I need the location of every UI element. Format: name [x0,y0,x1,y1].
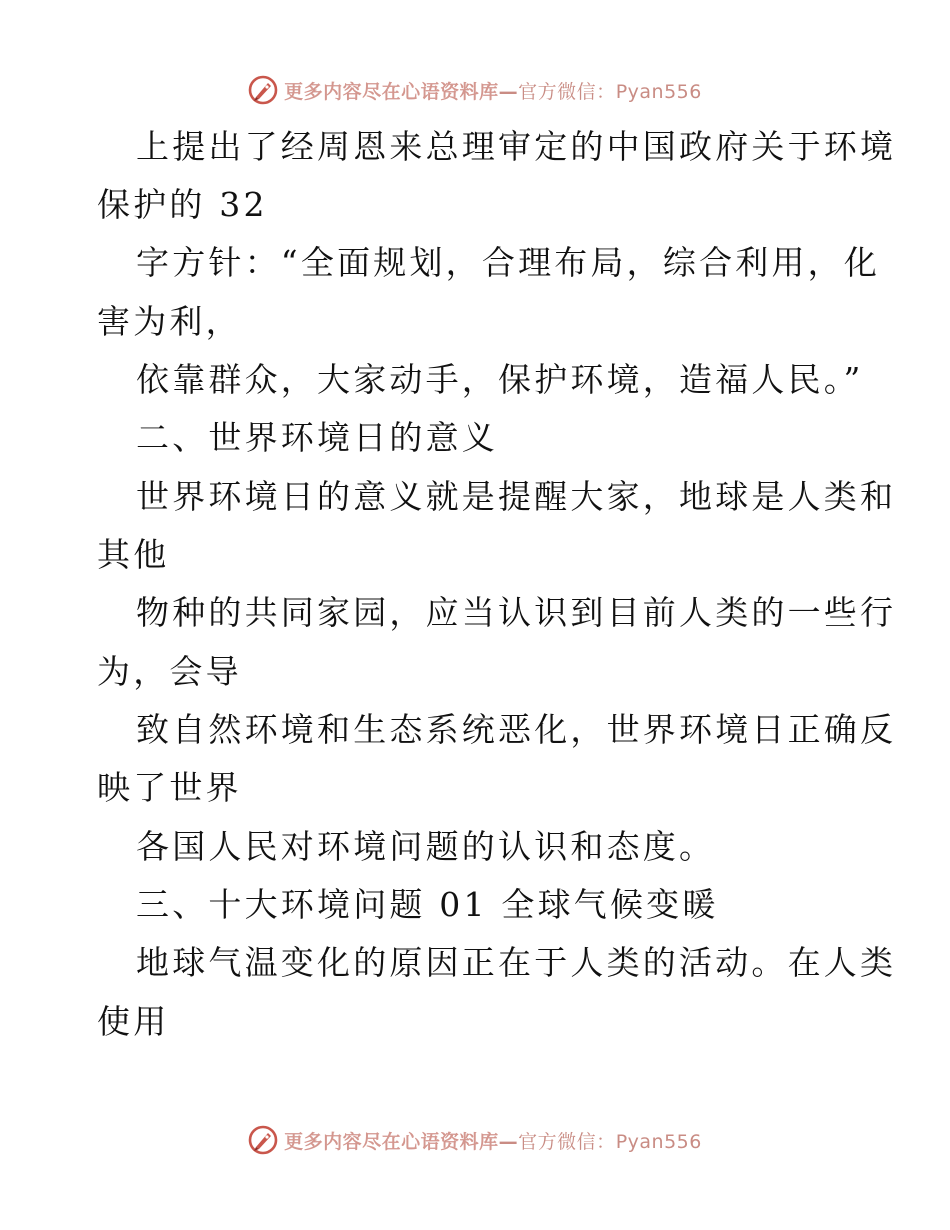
paragraph-line: 致自然环境和生态系统恶化，世界环境日正确反 [136,710,897,749]
paragraph-line: 为，会导 [97,652,242,691]
watermark-text: 更多内容尽在心语资料库—官方微信：Pyan556 [284,80,702,103]
paragraph-line: 害为利， [97,302,242,341]
paragraph-line: 各国人民对环境问题的认识和态度。 [136,827,716,866]
paragraph-line: 物种的共同家园，应当认识到目前人类的一些行 [136,593,897,632]
paragraph-line: 映了世界 [97,768,242,807]
watermark-text: 更多内容尽在心语资料库—官方微信：Pyan556 [284,1130,702,1153]
paragraph-line: 字方针：“全面规划，合理布局，综合利用，化 [136,243,881,282]
section-heading: 三、十大环境问题 01 全球气候变暖 [136,885,719,924]
section-heading: 二、世界环境日的意义 [136,418,498,457]
paragraph-line: 使用 [97,1002,170,1041]
paragraph-line: 世界环境日的意义就是提醒大家，地球是人类和 [136,477,897,516]
pen-nib-icon [248,1125,278,1155]
paragraph-line: 其他 [97,535,170,574]
paragraph-line: 地球气温变化的原因正在于人类的活动。在人类 [136,943,897,982]
footer-watermark [0,1120,950,1160]
paragraph-line: 上提出了经周恩来总理审定的中国政府关于环境 [136,127,897,166]
paragraph-line: 依靠群众，大家动手，保护环境，造福人民。” [136,360,864,399]
paragraph-line: 保护的 32 [97,185,268,224]
